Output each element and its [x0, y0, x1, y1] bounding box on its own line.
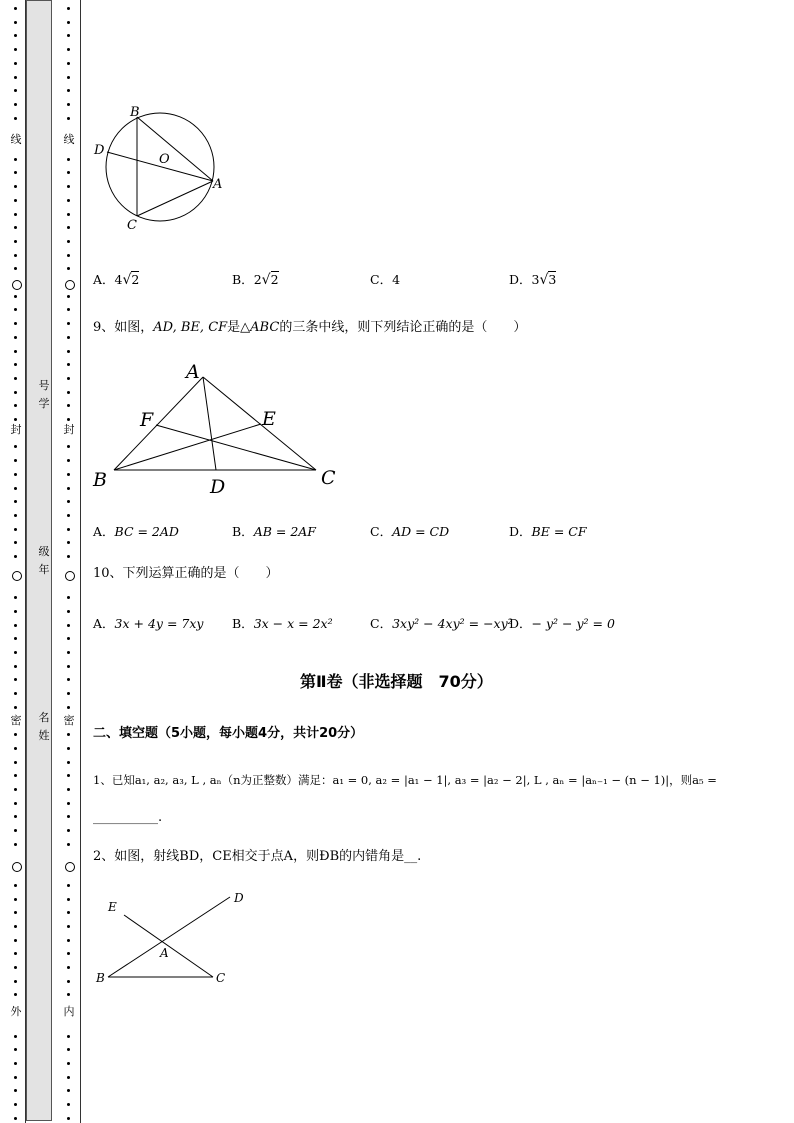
margin-dot	[67, 774, 70, 777]
margin-dot	[14, 843, 17, 846]
option-coef: 3	[531, 272, 540, 287]
option-letter: B．	[232, 272, 254, 287]
q8-option-c[interactable]	[370, 271, 400, 289]
margin-dot	[67, 500, 70, 503]
margin-dot	[67, 678, 70, 681]
q10-stem: 10、下列运算正确的是（ ）	[93, 566, 279, 581]
margin-char-xian-right: 线	[63, 133, 75, 146]
margin-dot	[14, 336, 17, 339]
fill1-line1: 1、已知a₁, a₂, a₃, L , aₙ（n为正整数）满足：a₁ = 0, a₂ = |a₁ − 1|, a₃ = |a₂ − 2|, L , aₙ = |aₙ₋₁ − (n − 1)|，则a₅ =	[93, 773, 717, 787]
option-letter: B．	[232, 524, 254, 539]
option-expr: − y² − y² = 0	[531, 616, 615, 631]
margin-dot	[67, 966, 70, 969]
margin-dot	[67, 34, 70, 37]
q10-option-c[interactable]	[370, 615, 513, 633]
margin-dot	[67, 213, 70, 216]
margin-dot	[67, 89, 70, 92]
option-expr: 3x − x = 2x²	[253, 616, 333, 631]
margin-dot	[14, 925, 17, 928]
margin-dot	[14, 363, 17, 366]
figure-circle-triangle	[88, 100, 228, 240]
margin-dot	[14, 733, 17, 736]
margin-dot	[67, 459, 70, 462]
margin-dot	[14, 555, 17, 558]
margin-dot	[14, 692, 17, 695]
option-letter: A．	[93, 616, 115, 631]
margin-dot	[14, 89, 17, 92]
option-coef: 4	[114, 272, 123, 287]
margin-dot	[14, 404, 17, 407]
q9-stem	[93, 319, 526, 337]
margin-dot	[67, 76, 70, 79]
option-letter: A．	[93, 272, 115, 287]
margin-dot	[67, 884, 70, 887]
option-letter: D．	[509, 524, 532, 539]
option-expr: AD = CD	[392, 524, 450, 539]
margin-dot	[14, 21, 17, 24]
margin-dot	[67, 171, 70, 174]
margin-dot	[14, 391, 17, 394]
margin-dot	[14, 48, 17, 51]
option-expr: AB = 2AF	[253, 524, 316, 539]
margin-dot	[14, 418, 17, 421]
margin-dot	[67, 788, 70, 791]
margin-dot	[14, 1076, 17, 1079]
margin-dot	[14, 158, 17, 161]
margin-dot	[14, 7, 17, 10]
fig1-label-o: O	[159, 152, 170, 167]
margin-dot	[67, 158, 70, 161]
margin-dot	[67, 404, 70, 407]
margin-dot	[67, 418, 70, 421]
margin-dot	[67, 925, 70, 928]
margin-dot	[67, 665, 70, 668]
margin-dot	[14, 788, 17, 791]
option-letter: C．	[370, 524, 393, 539]
margin-dot	[14, 706, 17, 709]
margin-dot	[67, 706, 70, 709]
q9-option-d[interactable]	[509, 523, 587, 541]
margin-dot	[67, 1062, 70, 1065]
margin-dot	[14, 815, 17, 818]
margin-dot	[14, 1035, 17, 1038]
margin-dot	[67, 254, 70, 257]
margin-dot	[14, 966, 17, 969]
margin-dot	[14, 34, 17, 37]
margin-dot	[67, 487, 70, 490]
margin-dot	[14, 829, 17, 832]
option-letter: D．	[509, 272, 532, 287]
margin-dot	[14, 254, 17, 257]
margin-dot	[67, 610, 70, 613]
q9-option-b[interactable]	[232, 523, 316, 541]
margin-dot	[67, 747, 70, 750]
margin-dot	[67, 541, 70, 544]
fig1-label-d: D	[94, 143, 105, 158]
margin-dot	[67, 336, 70, 339]
margin-dot	[14, 596, 17, 599]
option-radicand: 2	[270, 272, 279, 287]
q8-option-d[interactable]: D．3√3	[509, 272, 557, 288]
option-text: 4	[392, 272, 401, 287]
fig1-label-b: B	[130, 105, 140, 120]
margin-dot	[14, 678, 17, 681]
margin-dot	[14, 980, 17, 983]
margin-circle	[12, 571, 22, 581]
fig2-label-d: D	[210, 476, 226, 498]
margin-dot	[14, 952, 17, 955]
option-expr: 3xy² − 4xy² = −xy²	[392, 616, 513, 631]
part2-title: 第Ⅱ卷（非选择题 70分）	[300, 672, 493, 691]
fig3-label-c: C	[216, 971, 226, 985]
margin-dot	[14, 199, 17, 202]
margin-dots-right	[62, 0, 76, 1123]
margin-dot	[14, 308, 17, 311]
margin-dot	[14, 103, 17, 106]
q10-option-b[interactable]	[232, 615, 333, 633]
option-expr: BE = CF	[531, 524, 587, 539]
figure-intersecting-rays	[88, 885, 258, 995]
fig2-label-f: F	[140, 409, 154, 431]
margin-dot	[14, 528, 17, 531]
margin-dot	[14, 226, 17, 229]
margin-dot	[67, 62, 70, 65]
margin-dot	[14, 637, 17, 640]
q9-num: 9、如图，	[93, 320, 154, 335]
option-coef: 2	[253, 272, 262, 287]
margin-dot	[67, 1035, 70, 1038]
margin-dot	[14, 651, 17, 654]
margin-dot	[67, 637, 70, 640]
margin-dots-left	[9, 0, 23, 1123]
margin-dot	[67, 980, 70, 983]
option-letter: C．	[370, 616, 393, 631]
fig2-label-b: B	[93, 469, 107, 491]
margin-dot	[14, 322, 17, 325]
margin-dot	[67, 185, 70, 188]
margin-dot	[14, 62, 17, 65]
margin-dot	[67, 473, 70, 476]
margin-dot	[67, 103, 70, 106]
margin-dot	[14, 350, 17, 353]
margin-circle	[65, 571, 75, 581]
margin-dot	[67, 1103, 70, 1106]
margin-char-xian-left: 线	[10, 133, 22, 146]
q10-option-a[interactable]	[93, 615, 203, 633]
margin-dot	[67, 295, 70, 298]
margin-dot	[14, 171, 17, 174]
option-radicand: 3	[548, 272, 557, 287]
margin-dot	[67, 226, 70, 229]
q9-mid: 是△	[227, 320, 251, 335]
margin-dot	[14, 761, 17, 764]
margin-dot	[67, 322, 70, 325]
margin-char-nei: 内	[63, 1005, 75, 1018]
margin-dot	[67, 952, 70, 955]
margin-dot	[14, 377, 17, 380]
margin-dot	[67, 48, 70, 51]
margin-dot	[67, 993, 70, 996]
margin-char-feng-right: 封	[63, 423, 75, 436]
margin-dot	[14, 624, 17, 627]
q9-tail: 的三条中线，则下列结论正确的是（ ）	[279, 320, 527, 335]
margin-dot	[67, 514, 70, 517]
margin-char-mi-left: 密	[10, 714, 22, 727]
margin-dot	[14, 1062, 17, 1065]
margin-dot	[14, 884, 17, 887]
margin-char-mi-right: 密	[63, 714, 75, 727]
q8-option-a[interactable]: A．4√2	[93, 272, 140, 288]
margin-dot	[67, 596, 70, 599]
margin-dot	[67, 350, 70, 353]
label-name	[31, 709, 57, 745]
option-letter: A．	[93, 524, 115, 539]
margin-dot	[67, 939, 70, 942]
margin-dot	[14, 514, 17, 517]
margin-dot	[14, 213, 17, 216]
fig2-label-c: C	[321, 467, 336, 489]
margin-dot	[14, 898, 17, 901]
margin-circle	[65, 280, 75, 290]
margin-dot	[14, 487, 17, 490]
margin-dot	[67, 240, 70, 243]
margin-dot	[14, 802, 17, 805]
margin-dot	[14, 774, 17, 777]
fig3-label-d: D	[234, 891, 244, 905]
figure-triangle-medians	[88, 355, 348, 500]
margin-dot	[67, 308, 70, 311]
label-name-text: 名 姓	[38, 711, 50, 742]
margin-dot	[67, 377, 70, 380]
margin-dot	[67, 898, 70, 901]
margin-dot	[14, 185, 17, 188]
margin-circle	[12, 862, 22, 872]
fig2-label-e: E	[262, 408, 276, 430]
margin-dot	[14, 117, 17, 120]
margin-dot	[67, 7, 70, 10]
margin-dot	[14, 459, 17, 462]
margin-dot	[67, 391, 70, 394]
margin-dot	[67, 1076, 70, 1079]
margin-dot	[67, 199, 70, 202]
margin-char-wai: 外	[10, 1005, 22, 1018]
q9-option-c[interactable]	[370, 523, 449, 541]
fill2-stem: 2、如图，射线BD，CE相交于点A，则ÐB的内错角是__.	[93, 849, 422, 864]
section2-title: 二、填空题（5小题，每小题4分，共计20分）	[93, 726, 364, 741]
margin-dot	[14, 1103, 17, 1106]
margin-dot	[67, 815, 70, 818]
margin-dot	[67, 117, 70, 120]
margin-dot	[67, 21, 70, 24]
margin-dot	[67, 445, 70, 448]
margin-dot	[14, 76, 17, 79]
q8-option-b[interactable]: B．2√2	[232, 272, 279, 288]
fig1-label-c: C	[127, 218, 137, 233]
margin-dot	[67, 555, 70, 558]
margin-char-feng-left: 封	[10, 423, 22, 436]
option-letter: C．	[370, 272, 393, 287]
margin-dot	[67, 528, 70, 531]
label-grade	[31, 543, 57, 579]
fig1-label-a: A	[213, 177, 223, 192]
margin-dot	[67, 651, 70, 654]
margin-dot	[14, 1089, 17, 1092]
q10-option-d[interactable]	[509, 615, 615, 633]
margin-dot	[14, 747, 17, 750]
label-student-number-text: 号 学	[38, 379, 50, 410]
margin-dot	[14, 500, 17, 503]
margin-circle	[65, 862, 75, 872]
label-student-number	[31, 377, 57, 413]
margin-dot	[14, 939, 17, 942]
margin-dot	[14, 1048, 17, 1051]
q9-option-a[interactable]	[93, 523, 179, 541]
margin-dot	[67, 733, 70, 736]
margin-dot	[14, 473, 17, 476]
margin-dot	[67, 363, 70, 366]
margin-dot	[14, 993, 17, 996]
fig3-label-b: B	[96, 971, 105, 985]
margin-dot	[67, 692, 70, 695]
margin-dot	[67, 761, 70, 764]
option-expr: 3x + 4y = 7xy	[114, 616, 204, 631]
margin-dot	[14, 911, 17, 914]
q9-vars: AD, BE, CF	[153, 320, 228, 335]
margin-dot	[67, 1048, 70, 1051]
margin-dot	[67, 267, 70, 270]
margin-dot	[14, 541, 17, 544]
margin-dot	[67, 843, 70, 846]
q9-tri: ABC	[250, 320, 280, 335]
option-radicand: 2	[131, 272, 140, 287]
margin-dot	[14, 445, 17, 448]
fig3-label-e: E	[108, 900, 117, 914]
option-expr: BC = 2AD	[114, 524, 179, 539]
margin-dot	[67, 1089, 70, 1092]
margin-dot	[14, 665, 17, 668]
margin-dot	[67, 802, 70, 805]
margin-circle	[12, 280, 22, 290]
margin-dot	[14, 240, 17, 243]
fig3-label-a: A	[160, 946, 169, 960]
margin-dot	[14, 610, 17, 613]
option-letter: D．	[509, 616, 532, 631]
margin-dot	[14, 267, 17, 270]
label-grade-text: 级 年	[38, 545, 50, 576]
option-letter: B．	[232, 616, 254, 631]
margin-dot	[67, 911, 70, 914]
margin-line-right	[80, 0, 81, 1123]
fill1-line2: __________.	[93, 810, 163, 825]
margin-dot	[14, 295, 17, 298]
margin-dot	[67, 1117, 70, 1120]
margin-dot	[67, 829, 70, 832]
margin-dot	[67, 624, 70, 627]
margin-dot	[14, 1117, 17, 1120]
fig2-label-a: A	[186, 361, 200, 383]
